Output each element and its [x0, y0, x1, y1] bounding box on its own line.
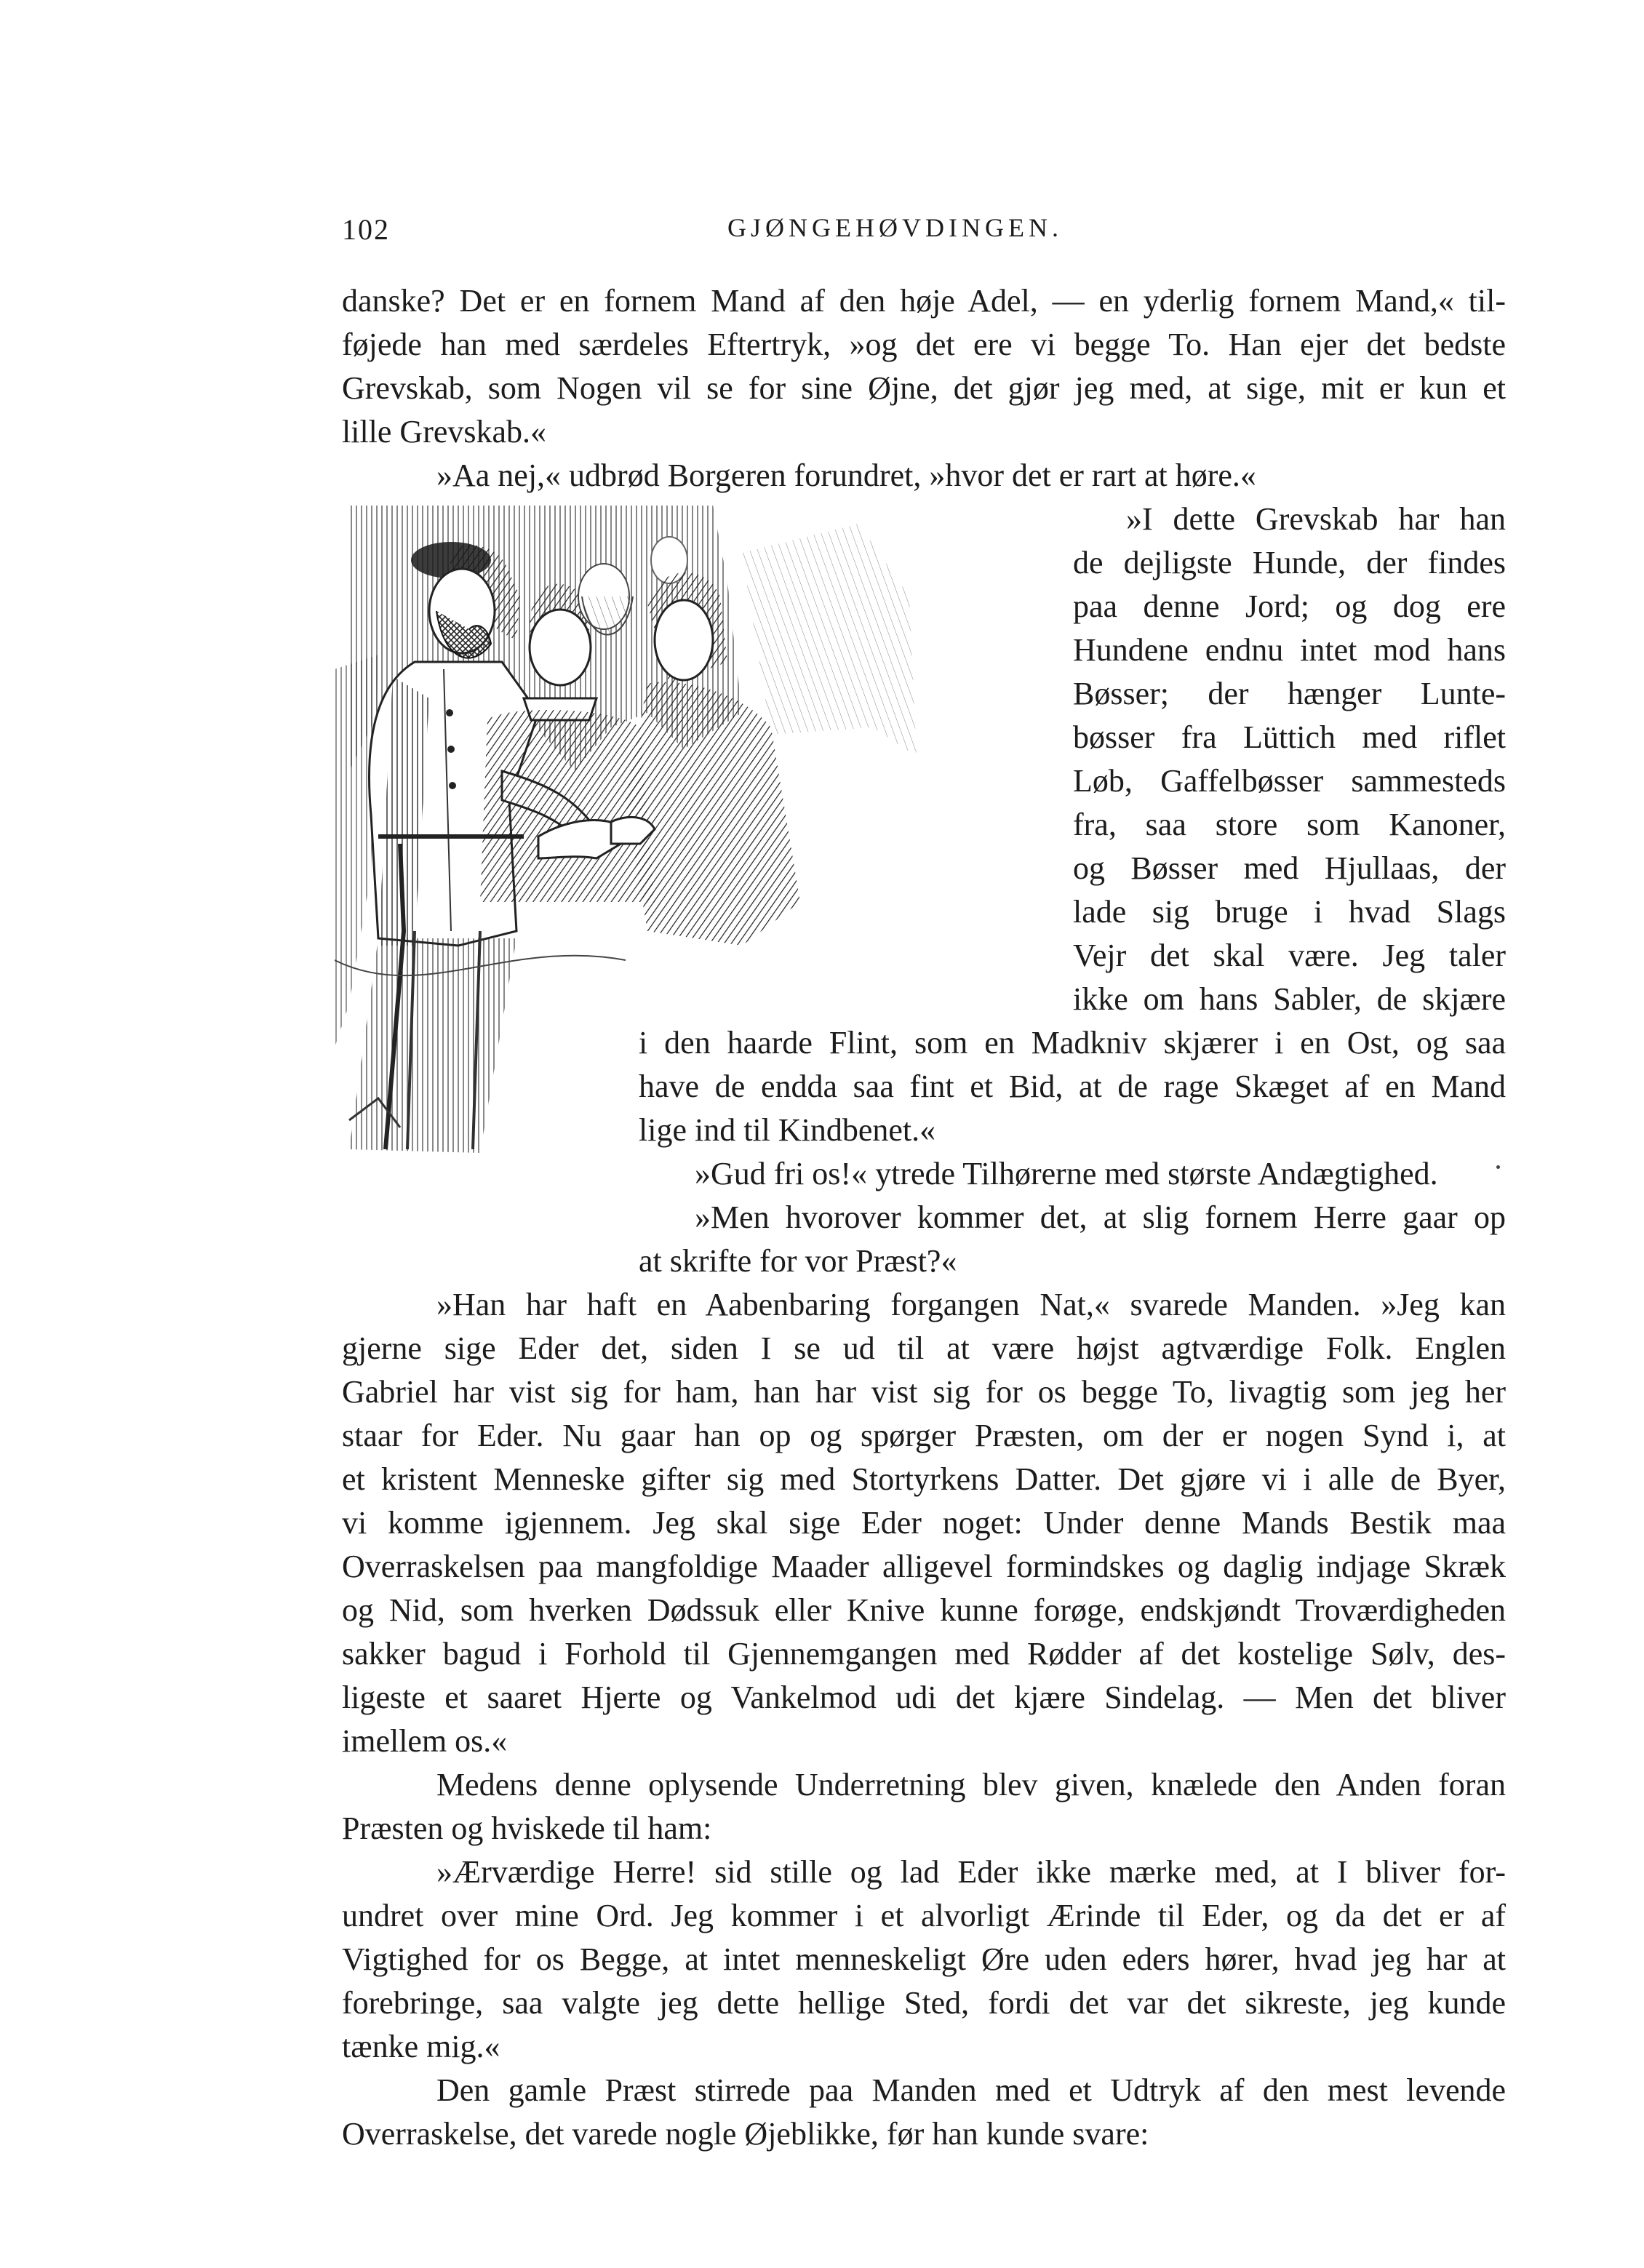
text-line: Præsten og hviskede til ham:	[342, 1810, 712, 1846]
running-head: GJØNGEHØVDINGEN.	[727, 213, 1063, 242]
text-line: Løb, Gaffelbøsser sammesteds	[1073, 763, 1506, 799]
text-line: Vigtighed for os Begge, at intet menneskeligt Øre uden eders hører, hvad jeg har at	[342, 1941, 1506, 1977]
text-line: ikke om hans Sabler, de skjære	[1073, 981, 1506, 1017]
text-line: i den haarde Flint, som en Madkniv skjærer i en Ost, og saa	[639, 1025, 1506, 1061]
text-line: fra, saa store som Kanoner,	[1073, 807, 1506, 842]
text-line: Hundene endnu intet mod hans	[1073, 632, 1506, 668]
text-line: føjede han med særdeles Eftertryk, »og det ere vi begge To. Han ejer det bedste	[342, 327, 1506, 362]
engraving-illustration	[335, 495, 1055, 1157]
text-line: Den gamle Præst stirrede paa Manden med et Udtryk af den mest levende	[436, 2072, 1506, 2108]
text-line: »Ærværdige Herre! sid stille og lad Eder ikke mærke med, at I bliver for-	[436, 1854, 1506, 1890]
text-line: lille Grevskab.«	[342, 414, 547, 450]
text-line: lade sig bruge i hvad Slags	[1073, 894, 1506, 930]
text-line: imellem os.«	[342, 1723, 508, 1759]
text-line: »Men hvorover kommer det, at slig fornem Herre gaar op	[695, 1199, 1506, 1235]
text-line: Bøsser; der hænger Lunte-	[1073, 676, 1506, 711]
text-line: gjerne sige Eder det, siden I se ud til at være højst agtværdige Folk. Englen	[342, 1330, 1506, 1366]
text-line: »Han har haft en Aabenbaring forgangen Nat,« svarede Manden. »Jeg kan	[436, 1287, 1506, 1322]
text-line: lige ind til Kindbenet.«	[639, 1112, 936, 1148]
text-line: forebringe, saa valgte jeg dette hellige Sted, fordi det var det sikreste, jeg kunde	[342, 1985, 1506, 2021]
text-line: have de endda saa fint et Bid, at de rage Skæget af en Mand	[639, 1069, 1506, 1104]
text-line: de dejligste Hunde, der findes	[1073, 545, 1506, 580]
text-line: at skrifte for vor Præst?«	[639, 1243, 957, 1279]
text-line: sakker bagud i Forhold til Gjennemgangen med Rødder af det kostelige Sølv, des-	[342, 1636, 1506, 1672]
stray-mark	[1496, 1165, 1500, 1169]
text-line: Gabriel har vist sig for ham, han har vist sig for os begge To, livagtig som jeg her	[342, 1374, 1506, 1410]
text-line: staar for Eder. Nu gaar han op og spørger Præsten, om der er nogen Synd i, at	[342, 1418, 1506, 1453]
text-line: og Bøsser med Hjullaas, der	[1073, 850, 1506, 886]
text-line: »Aa nej,« udbrød Borgeren forundret, »hvor det er rart at høre.«	[436, 458, 1256, 493]
text-line: og Nid, som hverken Dødssuk eller Knive kunne forøge, endskjøndt Troværdigheden	[342, 1592, 1506, 1628]
text-line: tænke mig.«	[342, 2029, 500, 2064]
text-line: Medens denne oplysende Underretning blev given, knælede den Anden foran	[436, 1767, 1506, 1802]
text-line: paa denne Jord; og dog ere	[1073, 588, 1506, 624]
text-line: ligeste et saaret Hjerte og Vankelmod udi det kjære Sindelag. — Men det bliver	[342, 1680, 1506, 1715]
text-line: »I dette Grevskab har han	[1126, 501, 1506, 537]
text-line: undret over mine Ord. Jeg kommer i et alvorligt Ærinde til Eder, og da det er af	[342, 1898, 1506, 1933]
text-line: Overraskelse, det varede nogle Øjeblikke, før han kunde svare:	[342, 2116, 1149, 2152]
page-number: 102	[342, 213, 390, 246]
text-line: bøsser fra Lüttich med riflet	[1073, 719, 1506, 755]
text-line: vi komme igjennem. Jeg skal sige Eder noget: Under denne Mands Bestik maa	[342, 1505, 1506, 1541]
text-line: Vejr det skal være. Jeg taler	[1073, 938, 1506, 973]
text-line: Overraskelsen paa mangfoldige Maader alligevel formindskes og daglig indjage Skræk	[342, 1549, 1506, 1584]
text-line: Grevskab, som Nogen vil se for sine Øjne, det gjør jeg med, at sige, mit er kun et	[342, 370, 1506, 406]
text-line: »Gud fri os!« ytrede Tilhørerne med største Andægtighed.	[695, 1156, 1438, 1191]
text-line: danske? Det er en fornem Mand af den høje Adel, — en yderlig fornem Mand,« til-	[342, 283, 1506, 319]
text-line: et kristent Menneske gifter sig med Stortyrkens Datter. Det gjøre vi i alle de Byer,	[342, 1461, 1506, 1497]
